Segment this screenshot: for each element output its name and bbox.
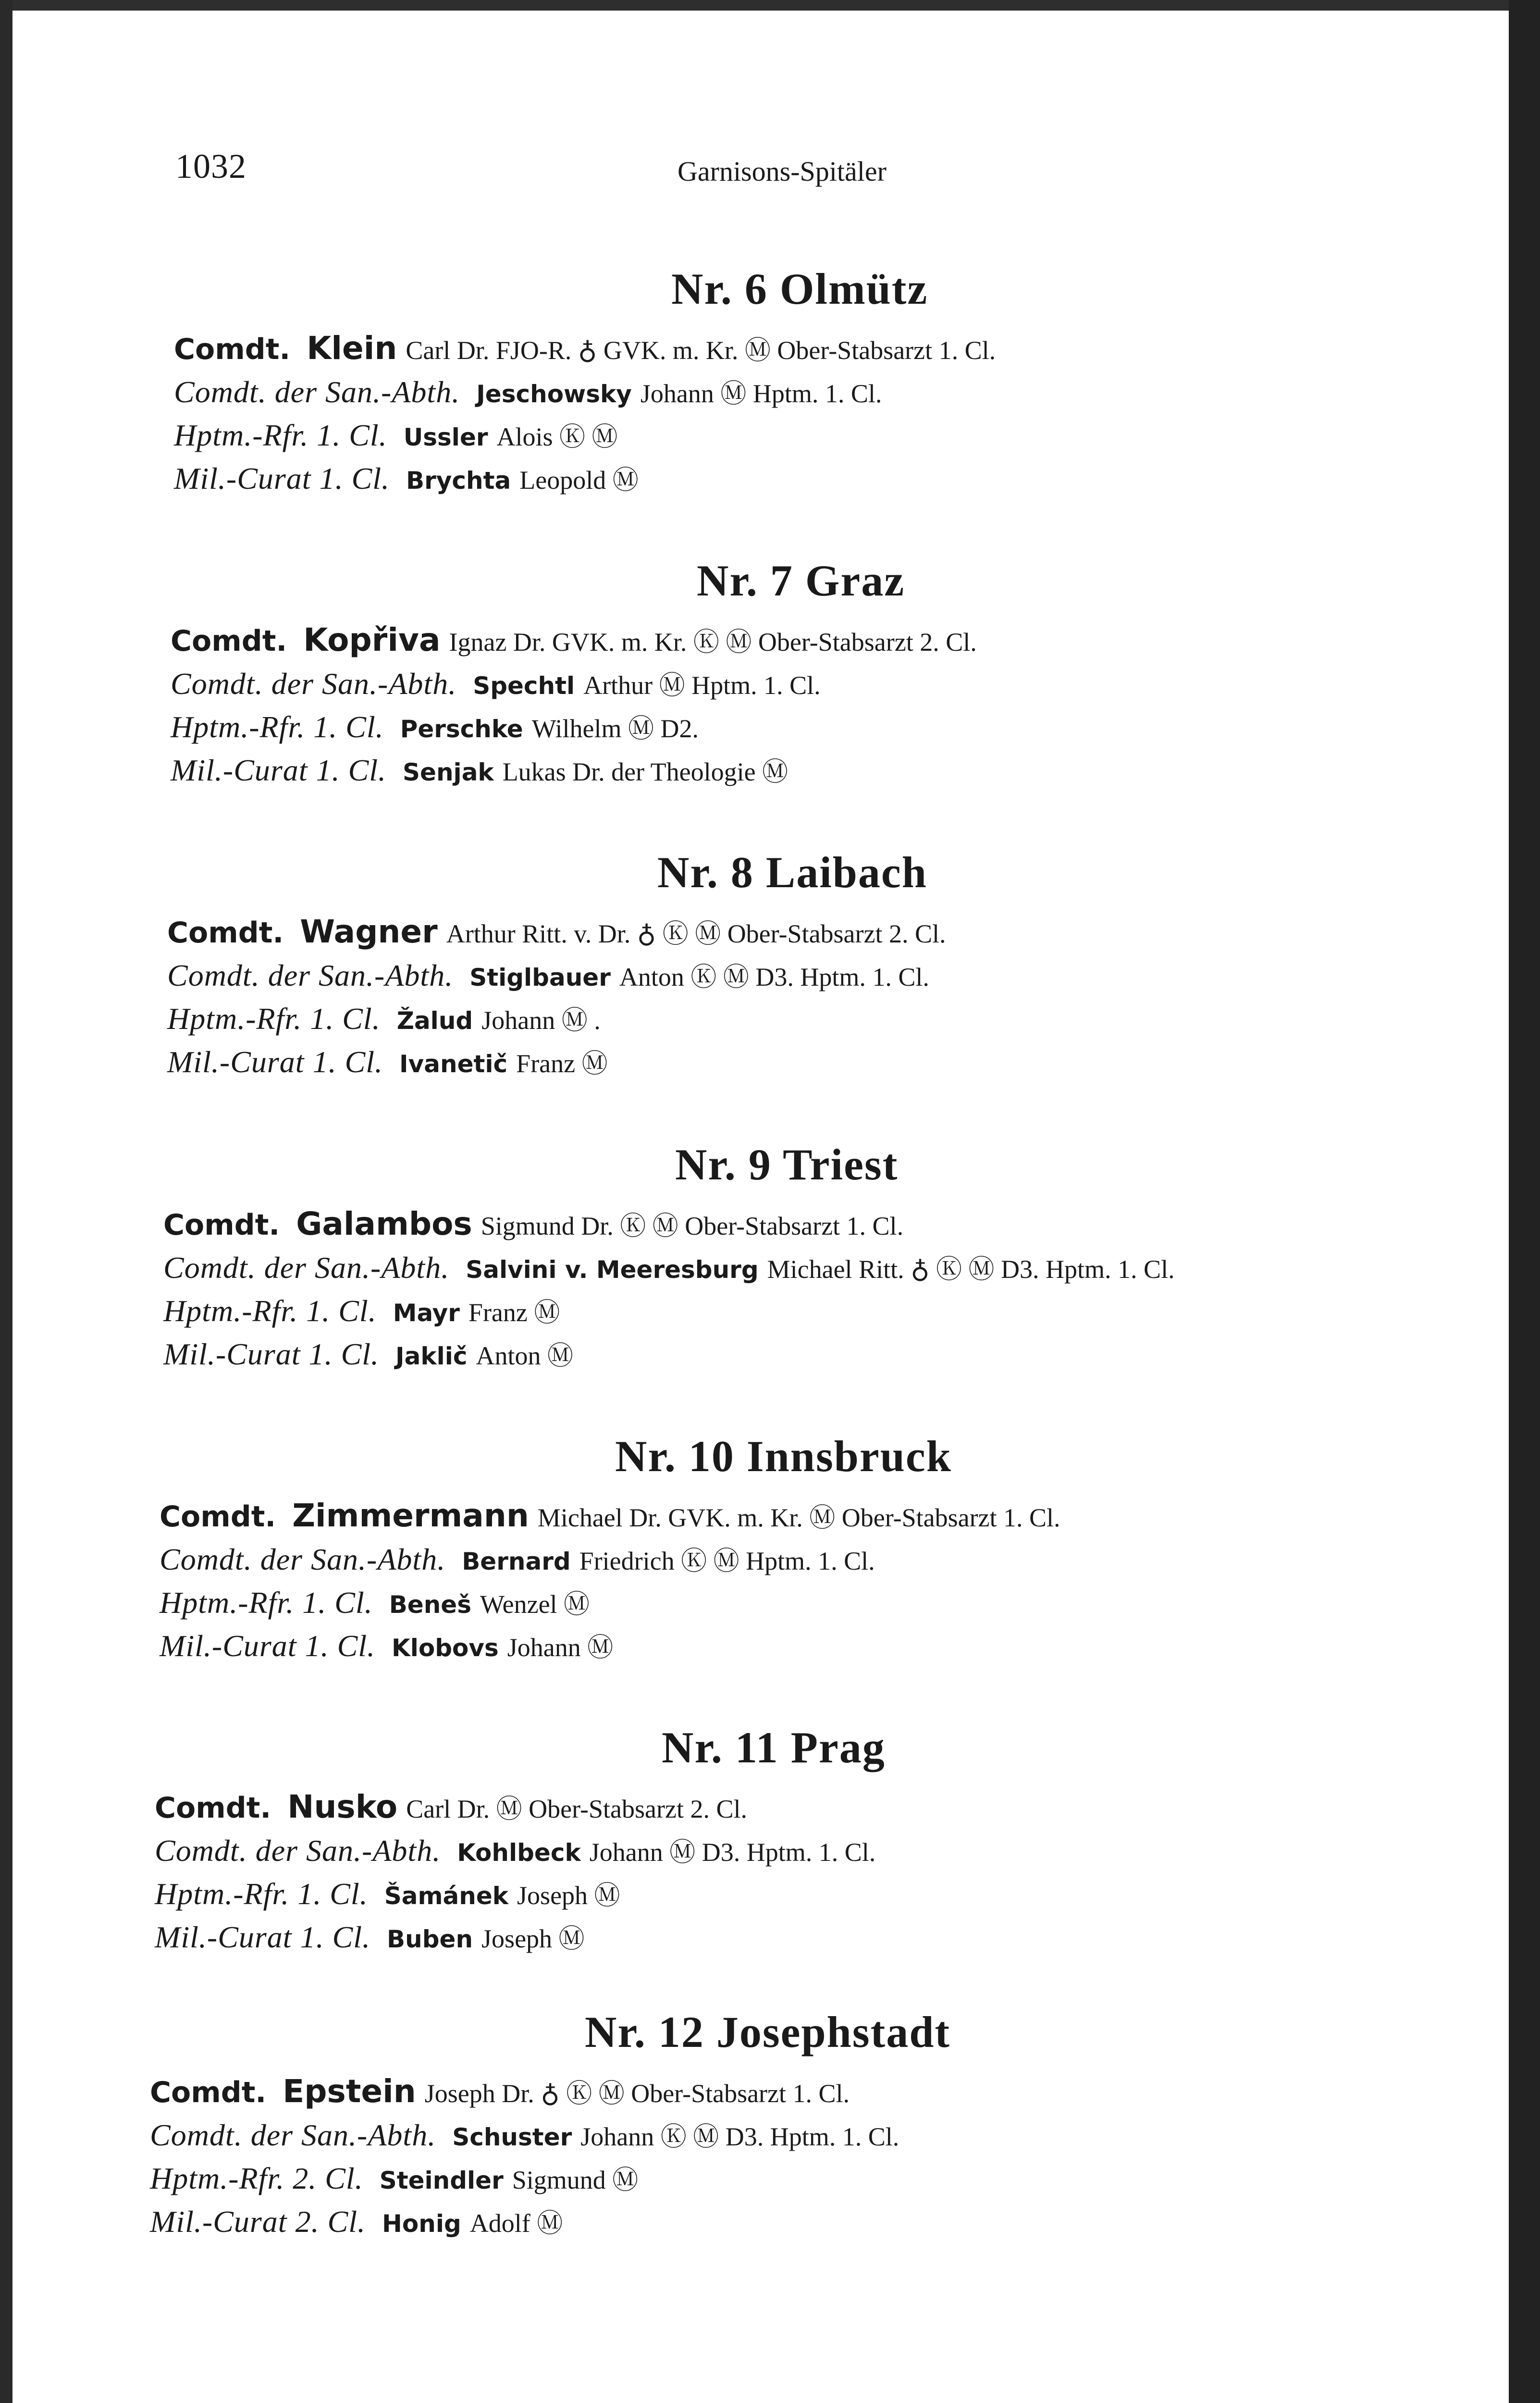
entry-details: Alois Ⓚ Ⓜ (496, 422, 618, 451)
entry-details: Adolf Ⓜ (469, 2209, 563, 2238)
surname: Perschke (400, 715, 523, 743)
entry-details: Joseph Ⓜ (481, 1924, 585, 1953)
role-label: Mil.-Curat 1. Cl. (163, 1337, 380, 1371)
surname: Epstein (283, 2073, 416, 2110)
surname: Zimmermann (292, 1497, 529, 1534)
surname: Stiglbauer (469, 964, 611, 991)
surname: Kopřiva (303, 621, 441, 658)
surname: Žalud (396, 1007, 473, 1035)
scan-border-left (0, 0, 12, 2403)
role-label: Mil.-Curat 1. Cl. (174, 461, 390, 495)
role-label: Mil.-Curat 1. Cl. (171, 753, 387, 787)
entry-details: Sigmund Dr. Ⓚ Ⓜ Ober-Stabsarzt 1. Cl. (480, 1212, 904, 1240)
role-label: Hptm.-Rfr. 1. Cl. (171, 710, 384, 744)
section-triest (163, 1139, 1413, 1408)
entry-commandant (150, 2073, 850, 2111)
surname: Steindler (379, 2167, 504, 2194)
section-title: Nr. 10 Innsbruck (615, 1432, 952, 1481)
entry-details: Wenzel Ⓜ (480, 1590, 590, 1619)
entry-chaplain (167, 1043, 608, 1081)
surname: Wagner (300, 913, 438, 950)
entry-details: Johann Ⓜ (507, 1633, 614, 1662)
section-title: Nr. 12 Josephstadt (585, 2007, 951, 2056)
surname: Spechtl (473, 672, 575, 700)
entry-commandant (174, 330, 996, 368)
role-label: Comdt. (174, 333, 291, 366)
entry-details: Carl Dr. Ⓜ Ober-Stabsarzt 2. Cl. (406, 1795, 747, 1823)
surname: Mayr (393, 1299, 460, 1327)
role-label: Hptm.-Rfr. 2. Cl. (150, 2161, 363, 2195)
entry-commandant (167, 913, 946, 952)
entry-details: Johann Ⓚ Ⓜ D3. Hptm. 1. Cl. (580, 2122, 899, 2151)
role-label: Comdt. der San.-Abth. (174, 375, 460, 409)
entry-captain-reserve (167, 1000, 601, 1038)
page-header (175, 147, 944, 199)
entry-details: Franz Ⓜ (516, 1049, 608, 1078)
entry-details: Joseph Dr. ♁ Ⓚ Ⓜ Ober-Stabsarzt 1. Cl. (424, 2079, 850, 2108)
section-innsbruck (160, 1431, 1409, 1700)
page-number: 1032 (175, 147, 246, 186)
running-title: Garnisons-Spitäler (678, 156, 887, 187)
surname: Senjak (403, 758, 494, 786)
role-label: Comdt. der San.-Abth. (155, 1833, 441, 1868)
surname: Beneš (389, 1591, 471, 1619)
entry-sanitation-commandant (155, 1832, 875, 1870)
surname: Klein (307, 330, 397, 367)
role-label: Mil.-Curat 1. Cl. (160, 1629, 376, 1663)
surname: Nusko (287, 1788, 398, 1825)
surname: Bernard (462, 1548, 571, 1575)
entry-commandant (160, 1497, 1060, 1536)
scan-border-right (1509, 0, 1540, 2403)
role-label: Comdt. (155, 1791, 271, 1825)
entry-details: Johann Ⓜ D3. Hptm. 1. Cl. (589, 1838, 876, 1867)
section-graz (171, 555, 1420, 824)
section-title: Nr. 7 Graz (697, 556, 905, 605)
role-label: Comdt. der San.-Abth. (163, 1251, 450, 1285)
surname: Schuster (452, 2123, 572, 2151)
entry-details: Anton Ⓜ (476, 1341, 574, 1370)
entry-chaplain (160, 1627, 613, 1665)
section-josephstadt (150, 2007, 1399, 2276)
role-label: Hptm.-Rfr. 1. Cl. (155, 1877, 368, 1911)
surname: Galambos (296, 1205, 472, 1242)
entry-details: Johann Ⓜ . (481, 1006, 601, 1035)
entry-sanitation-commandant (167, 956, 929, 995)
entry-sanitation-commandant (174, 373, 882, 411)
entry-chaplain (174, 459, 639, 498)
entry-details: Anton Ⓚ Ⓜ D3. Hptm. 1. Cl. (619, 963, 929, 991)
role-label: Comdt. (167, 916, 284, 950)
entry-details: Joseph Ⓜ (517, 1881, 620, 1910)
entry-sanitation-commandant (163, 1249, 1175, 1287)
role-label: Comdt. (150, 2076, 267, 2109)
section-title: Nr. 8 Laibach (657, 848, 927, 897)
role-label: Comdt. der San.-Abth. (160, 1542, 446, 1576)
entry-sanitation-commandant (171, 665, 821, 703)
entry-details: Friedrich Ⓚ Ⓜ Hptm. 1. Cl. (579, 1547, 875, 1575)
role-label: Comdt. der San.-Abth. (150, 2118, 436, 2152)
entry-captain-reserve (174, 416, 618, 455)
surname: Jeschowsky (476, 380, 632, 408)
surname: Honig (382, 2210, 461, 2238)
section-title: Nr. 9 Triest (675, 1140, 899, 1189)
entry-details: Wilhelm Ⓜ D2. (531, 714, 699, 743)
role-label: Comdt. (160, 1500, 276, 1534)
entry-chaplain (150, 2203, 563, 2241)
entry-chaplain (171, 751, 788, 790)
entry-details: Franz Ⓜ (468, 1298, 560, 1327)
entry-chaplain (155, 1918, 585, 1957)
entry-captain-reserve (160, 1584, 590, 1622)
entry-details: Ignaz Dr. GVK. m. Kr. Ⓚ Ⓜ Ober-Stabsarzt 2. Cl. (449, 628, 977, 656)
entry-captain-reserve (155, 1875, 620, 1913)
entry-details: Michael Dr. GVK. m. Kr. Ⓜ Ober-Stabsarzt 1. Cl. (537, 1503, 1060, 1532)
surname: Salvini v. Meeresburg (466, 1256, 759, 1284)
role-label: Hptm.-Rfr. 1. Cl. (163, 1294, 377, 1328)
surname: Kohlbeck (457, 1839, 581, 1867)
surname: Ussler (403, 423, 488, 451)
entry-commandant (171, 621, 977, 660)
scan-border-top (0, 0, 1540, 11)
role-label: Mil.-Curat 1. Cl. (155, 1920, 371, 1954)
entry-details: Arthur Ritt. v. Dr. ♁ Ⓚ Ⓜ Ober-Stabsarzt 2. Cl. (446, 919, 946, 948)
entry-commandant (155, 1788, 747, 1827)
section-laibach (167, 847, 1417, 1116)
entry-sanitation-commandant (160, 1540, 875, 1579)
entry-captain-reserve (163, 1292, 560, 1330)
role-label: Comdt. der San.-Abth. (167, 958, 454, 992)
surname: Klobovs (392, 1634, 499, 1662)
role-label: Hptm.-Rfr. 1. Cl. (167, 1002, 381, 1036)
entry-details: Lukas Dr. der Theologie Ⓜ (502, 757, 788, 786)
section-prag (155, 1722, 1404, 1991)
surname: Buben (387, 1925, 473, 1953)
entry-sanitation-commandant (150, 2116, 899, 2155)
role-label: Hptm.-Rfr. 1. Cl. (174, 418, 387, 452)
role-label: Comdt. (171, 624, 287, 658)
surname: Brychta (406, 467, 511, 495)
entry-chaplain (163, 1335, 573, 1374)
role-label: Comdt. der San.-Abth. (171, 667, 457, 701)
entry-details: Carl Dr. FJO-R. ♁ GVK. m. Kr. Ⓜ Ober-Stabsarzt 1. Cl. (406, 336, 996, 365)
surname: Jaklič (395, 1342, 468, 1370)
entry-captain-reserve (150, 2159, 638, 2198)
role-label: Mil.-Curat 2. Cl. (150, 2205, 366, 2239)
role-label: Comdt. (163, 1208, 280, 1242)
section-olmuetz (174, 263, 1423, 533)
entry-details: Michael Ritt. ♁ Ⓚ Ⓜ D3. Hptm. 1. Cl. (767, 1255, 1175, 1284)
surname: Ivanetič (399, 1050, 508, 1078)
entry-commandant (163, 1205, 903, 1244)
role-label: Hptm.-Rfr. 1. Cl. (160, 1585, 373, 1620)
surname: Šamánek (384, 1882, 509, 1910)
section-title: Nr. 6 Olmütz (671, 264, 928, 313)
role-label: Mil.-Curat 1. Cl. (167, 1045, 383, 1079)
entry-captain-reserve (171, 708, 699, 746)
entry-details: Johann Ⓜ Hptm. 1. Cl. (640, 379, 882, 408)
entry-details: Arthur Ⓜ Hptm. 1. Cl. (583, 671, 821, 700)
entry-details: Leopold Ⓜ (519, 466, 639, 495)
entry-details: Sigmund Ⓜ (512, 2166, 639, 2194)
section-title: Nr. 11 Prag (662, 1723, 886, 1772)
